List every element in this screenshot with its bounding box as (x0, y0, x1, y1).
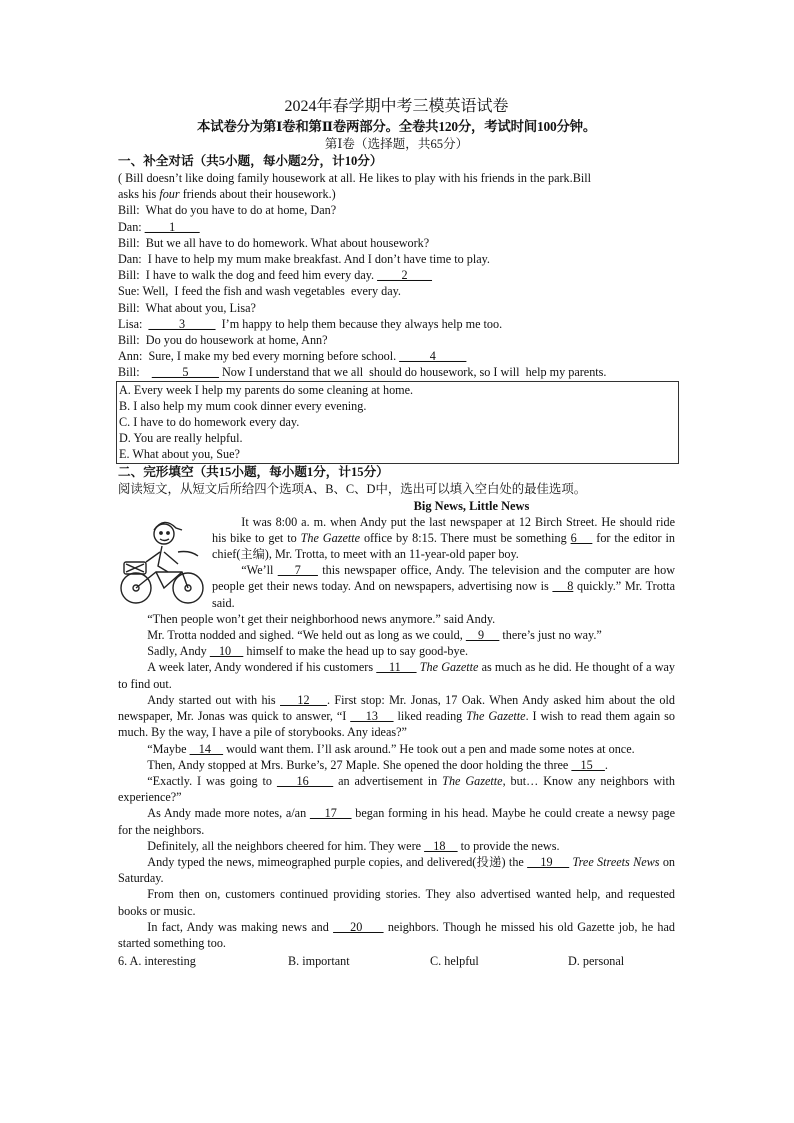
speaker-label: Bill: (118, 333, 140, 348)
text: . I wish to read them again so much. By the way, I have a pile of storybooks. Any ideas?” (118, 709, 675, 740)
text: to provide the news. (457, 838, 560, 853)
passage-paragraph (118, 741, 675, 757)
text: office by 8:15. There must be something (360, 530, 571, 545)
passage-paragraph: “Then people won’t get their neighborhood news anymore.” said Andy. (147, 611, 496, 626)
option-item: B. I also help my mum cook dinner every evening. (119, 398, 367, 413)
text: himself to make the head up to say good-bye. (243, 644, 469, 659)
text: In fact, Andy was making news and (147, 919, 334, 934)
text: “Exactly. I was going to (147, 773, 277, 788)
dialogue-line (118, 219, 675, 235)
choice-d[interactable]: D. personal (568, 954, 625, 969)
boy-on-bicycle-icon (118, 516, 206, 608)
line-text: Well, I feed the fish and wash vegetables every day. (139, 284, 401, 299)
blank-15[interactable]: 15 (571, 757, 605, 772)
blank-19[interactable]: 19 (527, 854, 570, 869)
line-text: I’m happy to help them because they always help me too. (215, 316, 503, 331)
text: A week later, Andy wondered if his customers (147, 660, 377, 675)
text: there’s just no way.” (499, 628, 602, 643)
exam-instructions: 本试卷分为第Ⅰ卷和第Ⅱ卷两部分。全卷共120分，考试时间100分钟。 (196, 119, 597, 134)
line-text: What about you, Lisa? (139, 300, 256, 315)
newspaper-name: The Gazette (442, 773, 503, 788)
speaker-label: Ann: (118, 349, 143, 364)
passage-paragraph (118, 773, 675, 805)
speaker-label: Bill: (118, 300, 140, 315)
speaker-label: Dan: (118, 219, 142, 234)
passage-paragraph (118, 838, 675, 854)
speaker-label: Bill: (118, 365, 140, 380)
text: As Andy made more notes, a/an (147, 806, 310, 821)
passage-title: Big News, Little News (413, 498, 530, 513)
cloze-instruction: 阅读短文，从短文后所给四个选项A、B、C、D中，选出可以填入空白处的最佳选项。 (118, 481, 587, 496)
text: this newspaper office, Andy. The television and the computer are how people get their news today. And on newspapers, advertising now is (212, 563, 676, 594)
answer-blank[interactable]: _____5_____ (151, 365, 219, 380)
speaker-label: Lisa: (118, 316, 143, 331)
line-text: Sure, I make my bed every morning before school. (142, 349, 400, 364)
text: “Maybe (147, 741, 190, 756)
answer-blank[interactable]: _____4_____ (399, 349, 467, 364)
blank-17[interactable]: 17 (309, 806, 352, 821)
speaker-label: Bill: (118, 268, 140, 283)
blank-12[interactable]: 12 (280, 692, 327, 707)
newspaper-name: The Gazette (300, 530, 361, 545)
dialogue-line (118, 202, 675, 218)
answer-blank[interactable]: ____2____ (377, 268, 432, 283)
text: for the editor in chief(主编), Mr. Trotta, to meet with an 11-year-old paper boy. (212, 530, 675, 562)
passage-paragraph (118, 757, 675, 773)
text: liked reading (393, 709, 467, 724)
line-text: I have to help my mum make breakfast. And I don’t have time to play. (141, 252, 490, 267)
speaker-label: Dan: (118, 252, 142, 267)
blank-11[interactable]: 11 (376, 660, 417, 675)
passage (118, 514, 675, 951)
dialogue-line (118, 300, 675, 316)
text: neighbors. Though he missed his old Gazette job, he had started something too. (118, 919, 675, 950)
intro-text: asks his (118, 187, 160, 202)
option-item: D. You are really helpful. (119, 431, 243, 446)
passage-paragraph (118, 854, 675, 886)
speaker-label: Bill: (118, 203, 140, 218)
text: “We’ll (241, 563, 278, 578)
dialogue (118, 202, 675, 380)
answer-blank[interactable]: ____1____ (144, 219, 200, 234)
text: Definitely, all the neighbors cheered for him. They were (147, 838, 425, 853)
dialogue-line (118, 267, 675, 283)
option-item: E. What about you, Sue? (119, 447, 240, 462)
choice-a[interactable]: 6. A. interesting (118, 954, 196, 969)
text: Andy typed the news, mimeographed purple copies, and delivered(投递) the (147, 854, 528, 869)
dialogue-line (118, 235, 675, 251)
dialogue-line (118, 348, 675, 364)
dialogue-line (118, 316, 675, 332)
blank-7[interactable]: 7 (277, 563, 318, 578)
dialogue-line (118, 251, 675, 267)
text: Mr. Trotta nodded and sighed. “We held out as long as we could, (147, 628, 466, 643)
options-list (119, 382, 678, 463)
section2-heading: 二、完形填空（共15小题，每小题1分，计15分） (118, 464, 389, 479)
text: It was 8:00 a. m. when Andy put the last newspaper at 12 Birch Street. He should ride his bike to get to (212, 514, 675, 545)
speaker-label: Sue: (118, 284, 140, 299)
text: . (604, 757, 608, 772)
line-text: Now I understand that we all should do housework, so I will help my parents. (218, 365, 607, 380)
line-text: What do you have to do at home, Dan? (139, 203, 337, 218)
text: Then, Andy stopped at Mrs. Burke’s, 27 Maple. She opened the door holding the three (147, 757, 572, 772)
question-6-choices (118, 953, 675, 969)
blank-14[interactable]: 14 (189, 741, 224, 756)
text: on Saturday. (118, 854, 676, 886)
choice-b[interactable]: B. important (288, 954, 350, 969)
text: as much as he did. He thought of a way to find out. (118, 660, 675, 691)
intro-emphasis: four (159, 187, 180, 202)
blank-10[interactable]: 10 (209, 644, 244, 659)
speaker-label: Bill: (118, 235, 140, 250)
option-item: A. Every week I help my parents do some cleaning at home. (119, 382, 414, 397)
text: . First stop: Mr. Jonas, 17 Oak. When Andy asked him about the old newspaper, Mr. Jonas was quick to answer, “I (118, 692, 675, 724)
passage-paragraph: From then on, customers continued providing stories. They also advertised wanted help, and requested books or music. (118, 887, 675, 918)
passage-paragraph (118, 643, 675, 659)
newspaper-name: The Gazette (419, 660, 479, 675)
newspaper-name: The Gazette (466, 709, 526, 724)
dialogue-line (118, 364, 675, 380)
dialogue-line (118, 283, 675, 299)
blank-13[interactable]: 13 (350, 709, 394, 724)
text: Sadly, Andy (147, 644, 210, 659)
blank-8[interactable]: 8 (552, 579, 574, 594)
page-title: 2024年春学期中考三模英语试卷 (284, 98, 509, 115)
text: began forming in his head. Maybe he could create a newsy page for the neighbors. (118, 806, 676, 837)
passage-paragraph (118, 692, 675, 741)
blank-20[interactable]: 20 (333, 919, 384, 934)
intro-text: friends about their housework.) (179, 187, 336, 202)
line-text: I have to walk the dog and feed him every day. (139, 268, 378, 283)
blank-9[interactable]: 9 (465, 628, 500, 643)
text: quickly.” Mr. Trotta said. (212, 579, 676, 610)
line-text: Do you do housework at home, Ann? (139, 333, 328, 348)
section1-heading: 一、补全对话（共5小题，每小题2分，计10分） (118, 154, 383, 168)
blank-16[interactable]: 16 (276, 773, 334, 788)
text: would want them. I’ll ask around.” He took out a pen and made some notes at once. (223, 741, 635, 756)
line-text (140, 365, 152, 379)
dialogue-intro-cont (118, 186, 675, 202)
dialogue-intro: ( Bill doesn’t like doing family housework at all. He likes to play with his friends in the park.Bill (118, 171, 591, 185)
choice-c[interactable]: C. helpful (430, 954, 479, 969)
options-box (116, 381, 679, 464)
passage-paragraph (118, 627, 675, 643)
blank-18[interactable]: 18 (424, 838, 458, 853)
answer-blank[interactable]: _____3_____ (148, 316, 216, 331)
volume-heading: 第Ⅰ卷（选择题，共65分） (324, 137, 469, 151)
exam-page (118, 96, 675, 969)
line-text: But we all have to do homework. What about housework? (139, 235, 430, 250)
text: Andy started out with his (147, 692, 281, 707)
text: , but… Know any neighbors with experience?” (118, 773, 676, 805)
newspaper-name: Tree Streets News (569, 854, 660, 869)
passage-paragraph (118, 659, 675, 691)
text: an advertisement in (333, 773, 443, 788)
blank-6[interactable]: 6 (570, 530, 593, 545)
passage-paragraph (118, 805, 675, 837)
dialogue-line (118, 332, 675, 348)
option-item: C. I have to do homework every day. (119, 415, 300, 430)
passage-paragraph (118, 919, 675, 951)
